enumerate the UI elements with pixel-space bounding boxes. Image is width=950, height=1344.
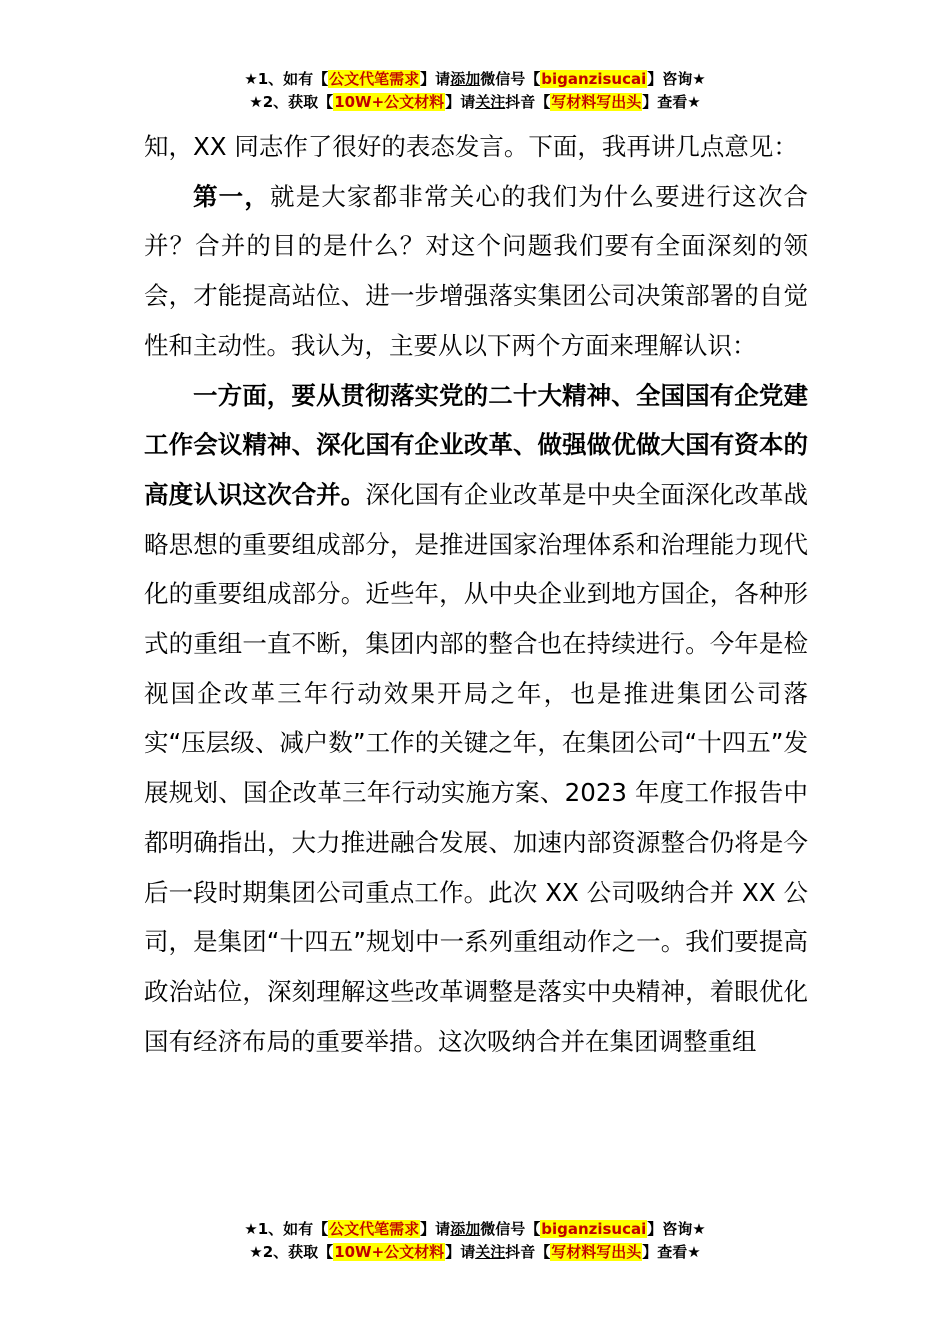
- wechat-id-highlight: biganzisucai: [541, 70, 647, 88]
- paragraph-1: 知，XX 同志作了很好的表态发言。下面，我再讲几点意见：: [144, 132, 798, 161]
- promo-line-2: ★2、获取【10W+公文材料】请关注抖音【写材料写出头】查看★: [249, 93, 701, 111]
- promo-line-1: ★1、如有【公文代笔需求】请添加微信号【biganzisucai】咨询★: [244, 70, 706, 88]
- document-body: [144, 122, 808, 1066]
- promo-line-1: ★1、如有【公文代笔需求】请添加微信号【biganzisucai】咨询★: [244, 1220, 706, 1238]
- douyin-id-highlight: 写材料写出头: [551, 1243, 642, 1261]
- promo-highlight: 10W+公文材料: [334, 1243, 445, 1261]
- wechat-id-highlight: biganzisucai: [541, 1220, 647, 1238]
- footer-promo-banner: [0, 1218, 950, 1264]
- paragraph-2: 第一，就是大家都非常关心的我们为什么要进行这次合并？合并的目的是什么？对这个问题我们要有全面深刻的领会，才能提高站位、进一步增强落实集团公司决策部署的自觉性和主动性。我认为，主要从以下两个方面来理解认识：: [144, 181, 809, 360]
- promo-highlight: 公文代笔需求: [329, 1220, 420, 1238]
- promo-highlight: 公文代笔需求: [329, 70, 420, 88]
- promo-highlight: 10W+公文材料: [334, 93, 445, 111]
- paragraph-3: 一方面，要从贯彻落实党的二十大精神、全国国有企党建工作会议精神、深化国有企业改革、做强做优做大国有资本的高度认识这次合并。深化国有企业改革是中央全面深化改革战略思想的重要组成部分，是推进国家治理体系和治理能力现代化的重要组成部分。近些年，从中央企业到地方国企，各种形式的重组一直不断，集团内部的整合也在持续进行。今年是检视国企改革三年行动效果开局之年，也是推进集团公司落实“压层级、减户数”工作的关键之年，在集团公司“十四五”发展规划、国企改革三年行动实施方案、2023 年度工作报告中都明确指出，大力推进融合发展、加速内部资源整合仍将是今后一段时期集团公司重点工作。此次 XX 公司吸纳合并 XX 公司，是集团“十四五”规划中一系列重组动作之一。我们要提高政治站位，深刻理解这些改革调整是落实中央精神，着眼优化国有经济布局的重要举措。这次吸纳合并在集团调整重组: [144, 380, 809, 1056]
- douyin-id-highlight: 写材料写出头: [551, 93, 642, 111]
- header-promo-banner: [0, 68, 950, 114]
- promo-line-2: ★2、获取【10W+公文材料】请关注抖音【写材料写出头】查看★: [249, 1243, 701, 1261]
